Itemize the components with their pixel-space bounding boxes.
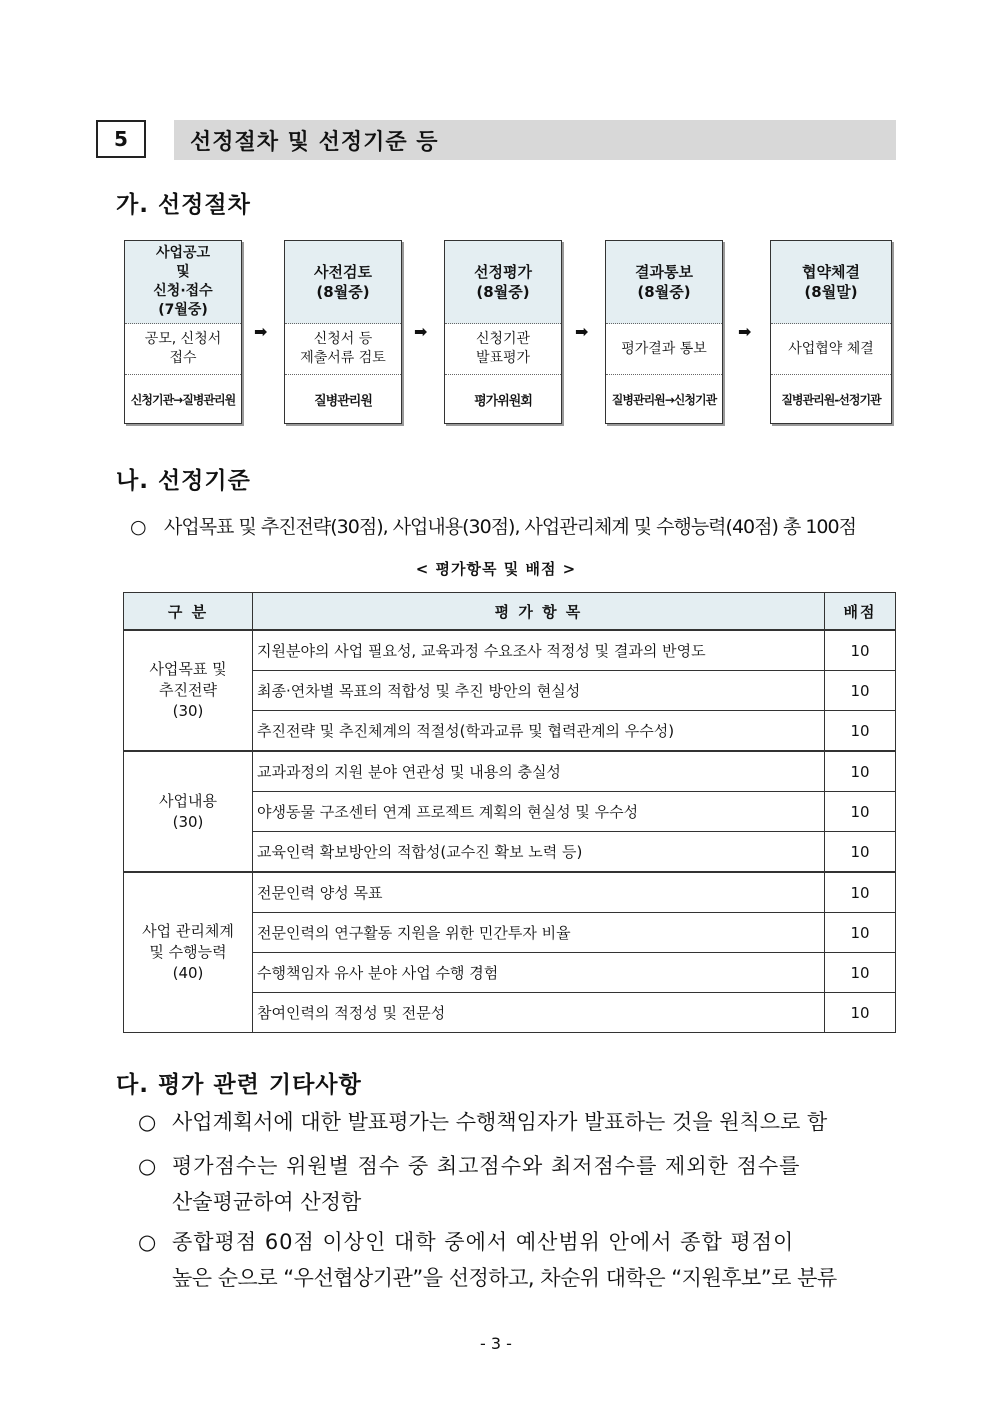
procedure-heading: 가. 선정절차 [116, 192, 251, 218]
flow-step-desc: 신청기관 발표평가 [445, 324, 561, 375]
etc-item-text: 사업계획서에 대한 발표평가는 수행책임자가 발표하는 것을 원칙으로 함 [172, 1110, 828, 1134]
score-cell: 10 [825, 751, 896, 792]
item-cell: 야생동물 구조센터 연계 프로젝트 계획의 현실성 및 우수성 [253, 792, 825, 832]
etc-item-text-cont: 산술평균하여 산정함 [172, 1190, 362, 1214]
score-cell: 10 [825, 671, 896, 711]
score-cell: 10 [825, 832, 896, 873]
bullet-icon: ○ [130, 516, 146, 538]
page-number: - 3 - [480, 1334, 512, 1353]
flow-step-desc: 평가결과 통보 [606, 324, 722, 375]
header-category: 구 분 [124, 593, 253, 631]
score-cell: 10 [825, 993, 896, 1033]
table-header-row [124, 593, 896, 631]
flow-step-desc: 사업협약 체결 [771, 324, 891, 375]
flow-step-title: 사업공고 및 신청·접수 (7월중) [125, 241, 241, 324]
category-cell: 사업목표 및 추진전략 (30) [124, 630, 253, 751]
flow-step-actor: 신청기관→질병관리원 [130, 392, 236, 407]
score-cell: 10 [825, 711, 896, 752]
flow-arrow-icon: ➡ [575, 322, 589, 341]
score-cell: 10 [825, 913, 896, 953]
flow-step-actor: 질병관리원-선정기관 [781, 392, 881, 407]
score-cell: 10 [825, 953, 896, 993]
item-cell: 전문인력의 연구활동 지원을 위한 민간투자 비율 [253, 913, 825, 953]
item-cell: 수행책임자 유사 분야 사업 수행 경험 [253, 953, 825, 993]
flow-arrow-icon: ➡ [738, 322, 752, 341]
bullet-icon: ○ [138, 1230, 157, 1254]
criteria-heading: 나. 선정기준 [116, 468, 251, 494]
flow-step-desc: 신청서 등 제출서류 검토 [285, 324, 401, 375]
section-title: 선정절차 및 선정기준 등 [174, 120, 896, 160]
category-cell: 사업 관리체계 및 수행능력 (40) [124, 872, 253, 1033]
bullet-icon: ○ [138, 1110, 157, 1134]
header-item: 평 가 항 목 [253, 593, 825, 631]
table-row [124, 630, 896, 671]
criteria-summary [130, 512, 856, 539]
flow-step-4 [605, 240, 723, 424]
table-caption: < 평가항목 및 배점 > [415, 560, 577, 578]
etc-item-text: 종합평점 60점 이상인 대학 중에서 예산범위 안에서 종합 평점이 [172, 1230, 795, 1254]
flow-step-desc: 공모, 신청서 접수 [125, 324, 241, 375]
flow-step-title: 협약체결 (8월말) [771, 241, 891, 324]
criteria-summary-text: 사업목표 및 추진전략(30점), 사업내용(30점), 사업관리체계 및 수행능력(40점) 총 100점 [164, 516, 856, 538]
score-cell: 10 [825, 792, 896, 832]
table-row [124, 872, 896, 913]
flow-arrow-icon: ➡ [254, 322, 268, 341]
flow-step-actor: 평가위원회 [474, 393, 532, 409]
score-cell: 10 [825, 872, 896, 913]
flow-arrow-icon: ➡ [414, 322, 428, 341]
etc-heading: 다. 평가 관련 기타사항 [116, 1072, 362, 1098]
flow-step-actor: 질병관리원 [314, 393, 372, 409]
criteria-table [123, 592, 896, 1033]
header-score: 배점 [825, 593, 896, 631]
item-cell: 최종·연차별 목표의 적합성 및 추진 방안의 현실성 [253, 671, 825, 711]
category-cell: 사업내용 (30) [124, 751, 253, 872]
flow-step-2 [284, 240, 402, 424]
item-cell: 전문인력 양성 목표 [253, 872, 825, 913]
flow-step-title: 선정평가 (8월중) [445, 241, 561, 324]
etc-item-1 [138, 1104, 898, 1140]
flow-step-5 [770, 240, 892, 424]
flow-step-title: 사전검토 (8월중) [285, 241, 401, 324]
table-row [124, 751, 896, 792]
etc-item-2 [138, 1148, 898, 1220]
score-cell: 10 [825, 630, 896, 671]
flow-step-3 [444, 240, 562, 424]
section-number: 5 [96, 120, 146, 158]
etc-item-text: 평가점수는 위원별 점수 중 최고점수와 최저점수를 제외한 점수를 [172, 1154, 801, 1178]
etc-item-3 [138, 1224, 898, 1296]
bullet-icon: ○ [138, 1154, 157, 1178]
item-cell: 교육인력 확보방안의 적합성(교수진 확보 노력 등) [253, 832, 825, 873]
item-cell: 지원분야의 사업 필요성, 교육과정 수요조사 적정성 및 결과의 반영도 [253, 630, 825, 671]
item-cell: 추진전략 및 추진체계의 적절성(학과교류 및 협력관계의 우수성) [253, 711, 825, 752]
etc-item-text-cont: 높은 순으로 “우선협상기관”을 선정하고, 차순위 대학은 “지원후보”로 분류 [172, 1266, 837, 1290]
flow-step-title: 결과통보 (8월중) [606, 241, 722, 324]
flow-step-1 [124, 240, 242, 424]
item-cell: 참여인력의 적정성 및 전문성 [253, 993, 825, 1033]
flow-step-actor: 질병관리원→신청기관 [611, 392, 717, 407]
item-cell: 교과과정의 지원 분야 연관성 및 내용의 충실성 [253, 751, 825, 792]
